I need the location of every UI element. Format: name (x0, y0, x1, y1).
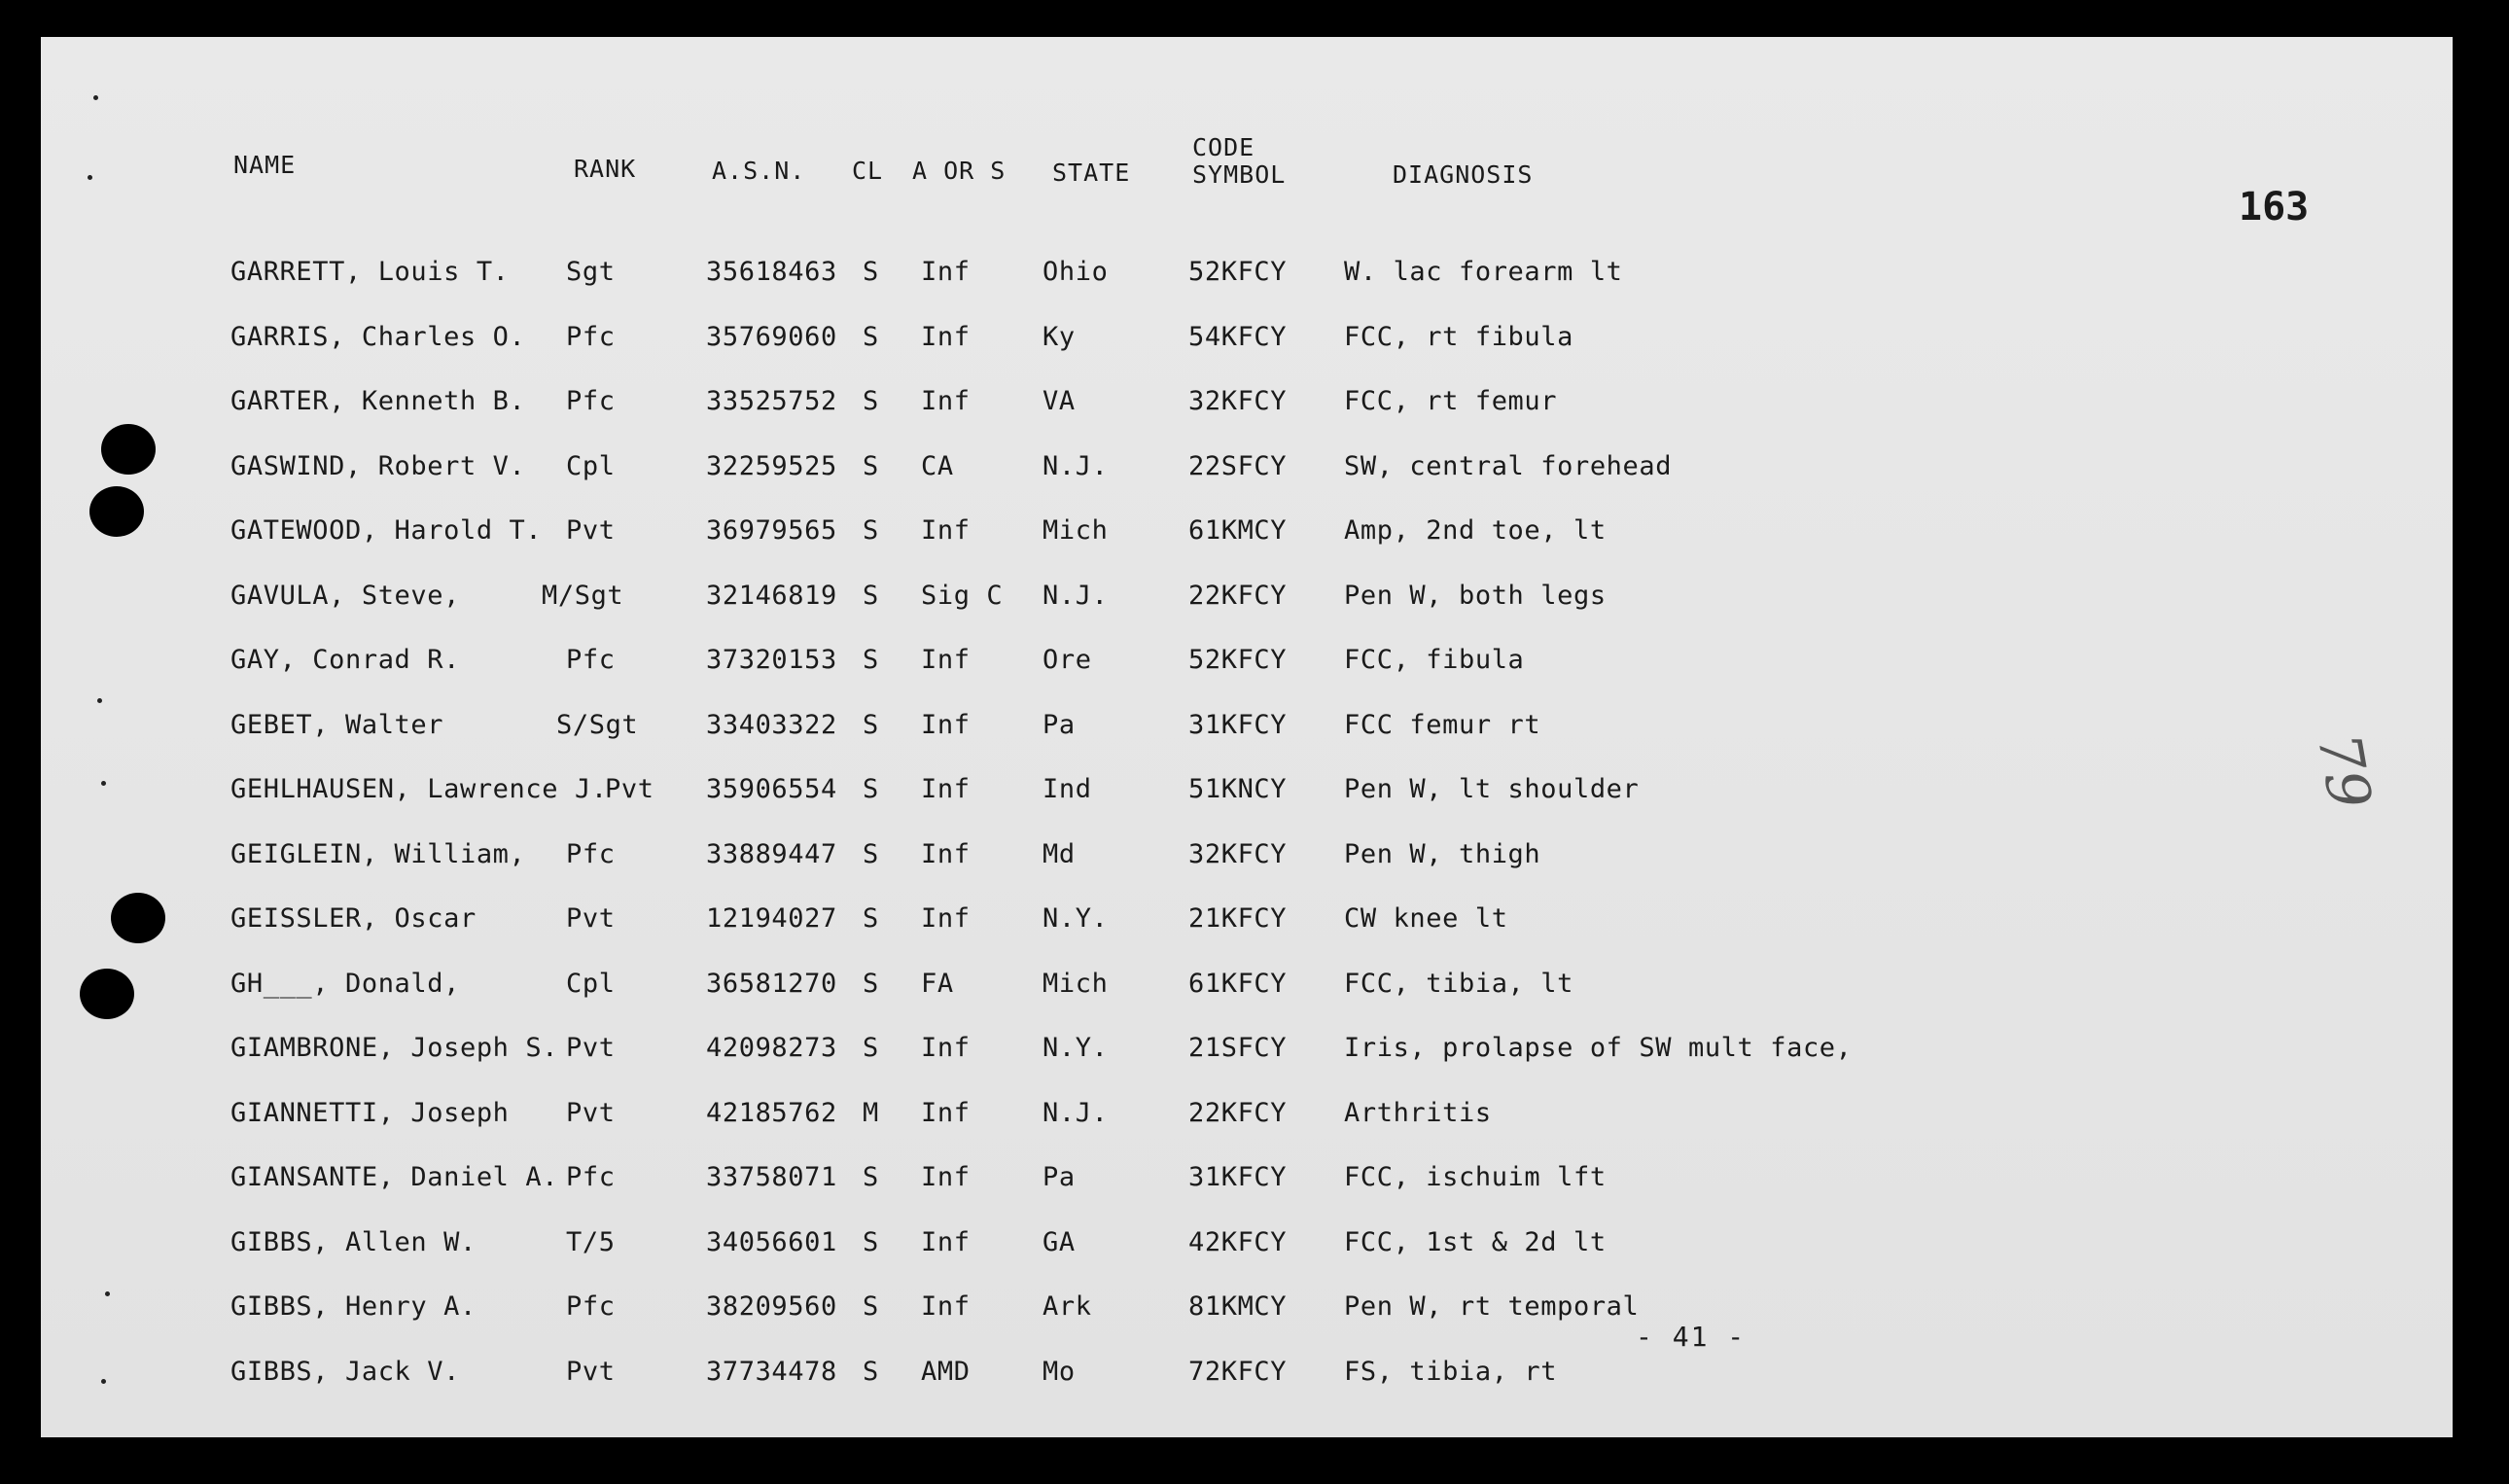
record-a-or-s: Sig C (921, 580, 1004, 611)
record-diagnosis: Amp, 2nd toe, lt (1344, 515, 1607, 546)
record-cl: S (863, 1291, 879, 1322)
record-a-or-s: Inf (921, 1291, 971, 1322)
record-cl: S (863, 257, 879, 287)
record-name: GIANSANTE, Daniel A. (230, 1162, 559, 1192)
record-state: N.J. (1042, 580, 1109, 611)
record-diagnosis: SW, central forehead (1344, 450, 1673, 481)
record-diagnosis: FCC, rt femur (1344, 386, 1558, 416)
record-asn: 37734478 (706, 1356, 837, 1387)
record-list (41, 245, 2083, 1409)
record-state: Pa (1042, 1162, 1076, 1192)
record-a-or-s: AMD (921, 1356, 971, 1387)
record-name: GIBBS, Jack V. (230, 1356, 460, 1387)
record-row (41, 957, 2083, 1022)
speck (88, 175, 92, 180)
record-a-or-s: Inf (921, 709, 971, 740)
record-asn: 33758071 (706, 1162, 837, 1192)
record-diagnosis: CW knee lt (1344, 903, 1508, 934)
index-card (41, 37, 2453, 1437)
record-row (41, 1216, 2083, 1281)
record-name: GIAMBRONE, Joseph S. (230, 1033, 559, 1063)
record-state: N.J. (1042, 1097, 1109, 1128)
header-a-or-s: A OR S (912, 157, 1007, 185)
record-code-symbol: 52KFCY (1188, 257, 1288, 287)
record-code-symbol: 31KFCY (1188, 709, 1288, 740)
record-asn: 42185762 (706, 1097, 837, 1128)
record-name: GARRIS, Charles O. (230, 321, 526, 352)
record-row (41, 374, 2083, 440)
record-row (41, 569, 2083, 634)
record-a-or-s: Inf (921, 838, 971, 869)
record-row (41, 1150, 2083, 1216)
record-code-symbol: 54KFCY (1188, 321, 1288, 352)
record-asn: 36979565 (706, 515, 837, 546)
record-row (41, 440, 2083, 505)
record-asn: 33525752 (706, 386, 837, 416)
record-name: GEBET, Walter (230, 709, 444, 740)
record-code-symbol: 42KFCY (1188, 1226, 1288, 1257)
record-diagnosis: FS, tibia, rt (1344, 1356, 1558, 1387)
record-row (41, 892, 2083, 957)
sheet-number: 163 (2239, 185, 2310, 230)
header-state: STATE (1052, 159, 1131, 187)
record-rank: Pfc (566, 645, 616, 675)
record-row (41, 698, 2083, 763)
header-name: NAME (233, 151, 297, 179)
record-diagnosis: Arthritis (1344, 1097, 1492, 1128)
record-diagnosis: W. lac forearm lt (1344, 257, 1623, 287)
record-a-or-s: Inf (921, 774, 971, 804)
record-rank: Pvt (566, 903, 616, 934)
header-rank: RANK (574, 155, 637, 183)
record-state: Mo (1042, 1356, 1076, 1387)
record-a-or-s: Inf (921, 645, 971, 675)
record-rank: T/5 (566, 1226, 616, 1257)
record-asn: 36581270 (706, 968, 837, 999)
record-cl: S (863, 968, 879, 999)
record-code-symbol: 61KMCY (1188, 515, 1288, 546)
record-asn: 12194027 (706, 903, 837, 934)
record-diagnosis: FCC, rt fibula (1344, 321, 1573, 352)
record-cl: S (863, 1033, 879, 1063)
handwritten-margin-mark: 79 (2304, 728, 2385, 814)
record-asn: 35769060 (706, 321, 837, 352)
header-code-line1: CODE (1192, 133, 1255, 161)
record-rank: Pfc (566, 321, 616, 352)
record-rank: Pfc (566, 1291, 616, 1322)
record-code-symbol: 81KMCY (1188, 1291, 1288, 1322)
record-name: GH___, Donald, (230, 968, 460, 999)
record-cl: S (863, 321, 879, 352)
record-a-or-s: Inf (921, 1162, 971, 1192)
record-a-or-s: Inf (921, 386, 971, 416)
record-rank: Pvt (566, 1356, 616, 1387)
record-cl: S (863, 580, 879, 611)
record-name: GIBBS, Allen W. (230, 1226, 477, 1257)
record-rank: Pfc (566, 838, 616, 869)
record-diagnosis: FCC, tibia, lt (1344, 968, 1573, 999)
record-asn: 37320153 (706, 645, 837, 675)
record-code-symbol: 61KFCY (1188, 968, 1288, 999)
record-name: GEISSLER, Oscar (230, 903, 477, 934)
record-diagnosis: FCC, 1st & 2d lt (1344, 1226, 1607, 1257)
record-name: GEIGLEIN, William, (230, 838, 526, 869)
record-code-symbol: 21KFCY (1188, 903, 1288, 934)
record-a-or-s: Inf (921, 257, 971, 287)
record-cl: S (863, 774, 879, 804)
record-state: Ark (1042, 1291, 1092, 1322)
speck (93, 95, 98, 100)
record-rank: Pfc (566, 386, 616, 416)
record-diagnosis: FCC, fibula (1344, 645, 1525, 675)
record-state: Mich (1042, 968, 1109, 999)
record-asn: 38209560 (706, 1291, 837, 1322)
record-row (41, 1345, 2083, 1410)
record-row (41, 1021, 2083, 1086)
record-name: GEHLHAUSEN, Lawrence J. (230, 774, 608, 804)
record-cl: S (863, 1226, 879, 1257)
record-row (41, 828, 2083, 893)
record-a-or-s: CA (921, 450, 954, 481)
header-cl: CL (852, 157, 884, 185)
record-name: GASWIND, Robert V. (230, 450, 526, 481)
record-code-symbol: 52KFCY (1188, 645, 1288, 675)
record-state: N.Y. (1042, 1033, 1109, 1063)
header-diagnosis: DIAGNOSIS (1393, 160, 1534, 189)
record-code-symbol: 21SFCY (1188, 1033, 1288, 1063)
record-cl: S (863, 386, 879, 416)
record-rank: Pvt (566, 1033, 616, 1063)
record-diagnosis: FCC, ischuim lft (1344, 1162, 1607, 1192)
record-diagnosis: Pen W, thigh (1344, 838, 1541, 869)
record-name: GARTER, Kenneth B. (230, 386, 526, 416)
record-code-symbol: 72KFCY (1188, 1356, 1288, 1387)
record-rank: Cpl (566, 450, 616, 481)
record-state: Ky (1042, 321, 1076, 352)
record-a-or-s: Inf (921, 903, 971, 934)
record-asn: 34056601 (706, 1226, 837, 1257)
record-name: GARRETT, Louis T. (230, 257, 510, 287)
record-code-symbol: 51KNCY (1188, 774, 1288, 804)
record-name: GIBBS, Henry A. (230, 1291, 477, 1322)
record-state: VA (1042, 386, 1076, 416)
record-state: Ind (1042, 774, 1092, 804)
record-cl: S (863, 1356, 879, 1387)
record-name: GAY, Conrad R. (230, 645, 460, 675)
record-cl: M (863, 1097, 879, 1128)
record-asn: 33403322 (706, 709, 837, 740)
record-asn: 32259525 (706, 450, 837, 481)
header-code-line2: SYMBOL (1192, 160, 1287, 189)
record-rank: Pvt (566, 1097, 616, 1128)
record-name: GIANNETTI, Joseph (230, 1097, 510, 1128)
record-row (41, 762, 2083, 828)
record-row (41, 633, 2083, 698)
record-diagnosis: Pen W, rt temporal (1344, 1291, 1640, 1322)
record-state: GA (1042, 1226, 1076, 1257)
record-rank: M/Sgt (542, 580, 624, 611)
record-rank: Pvt (566, 515, 616, 546)
record-cl: S (863, 645, 879, 675)
record-rank: Sgt (566, 257, 616, 287)
record-rank: S/Sgt (556, 709, 639, 740)
record-cl: S (863, 515, 879, 546)
record-state: N.Y. (1042, 903, 1109, 934)
record-code-symbol: 31KFCY (1188, 1162, 1288, 1192)
record-name: GATEWOOD, Harold T. (230, 515, 543, 546)
record-rank: Pvt (605, 774, 654, 804)
record-name: GAVULA, Steve, (230, 580, 460, 611)
record-cl: S (863, 903, 879, 934)
header-asn: A.S.N. (712, 157, 806, 185)
record-cl: S (863, 709, 879, 740)
record-row (41, 310, 2083, 375)
record-rank: Pfc (566, 1162, 616, 1192)
record-row (41, 245, 2083, 310)
record-rank: Cpl (566, 968, 616, 999)
record-cl: S (863, 1162, 879, 1192)
record-row (41, 504, 2083, 569)
record-cl: S (863, 838, 879, 869)
record-state: Md (1042, 838, 1076, 869)
record-a-or-s: Inf (921, 515, 971, 546)
record-cl: S (863, 450, 879, 481)
record-state: N.J. (1042, 450, 1109, 481)
record-row (41, 1280, 2083, 1345)
record-code-symbol: 32KFCY (1188, 386, 1288, 416)
record-code-symbol: 22KFCY (1188, 580, 1288, 611)
record-asn: 35906554 (706, 774, 837, 804)
record-a-or-s: Inf (921, 1033, 971, 1063)
record-diagnosis: Pen W, lt shoulder (1344, 774, 1640, 804)
record-a-or-s: Inf (921, 1097, 971, 1128)
record-asn: 32146819 (706, 580, 837, 611)
record-a-or-s: Inf (921, 321, 971, 352)
record-code-symbol: 22SFCY (1188, 450, 1288, 481)
record-diagnosis: Pen W, both legs (1344, 580, 1607, 611)
record-a-or-s: Inf (921, 1226, 971, 1257)
record-code-symbol: 22KFCY (1188, 1097, 1288, 1128)
record-state: Ohio (1042, 257, 1109, 287)
record-asn: 42098273 (706, 1033, 837, 1063)
record-code-symbol: 32KFCY (1188, 838, 1288, 869)
record-state: Pa (1042, 709, 1076, 740)
record-a-or-s: FA (921, 968, 954, 999)
record-row (41, 1086, 2083, 1151)
header-code-symbol (1192, 134, 1309, 189)
record-asn: 35618463 (706, 257, 837, 287)
page-footer: - 41 - (1636, 1321, 1747, 1353)
record-asn: 33889447 (706, 838, 837, 869)
record-diagnosis: Iris, prolapse of SW mult face, (1344, 1033, 1853, 1063)
record-state: Ore (1042, 645, 1092, 675)
record-state: Mich (1042, 515, 1109, 546)
record-diagnosis: FCC femur rt (1344, 709, 1541, 740)
